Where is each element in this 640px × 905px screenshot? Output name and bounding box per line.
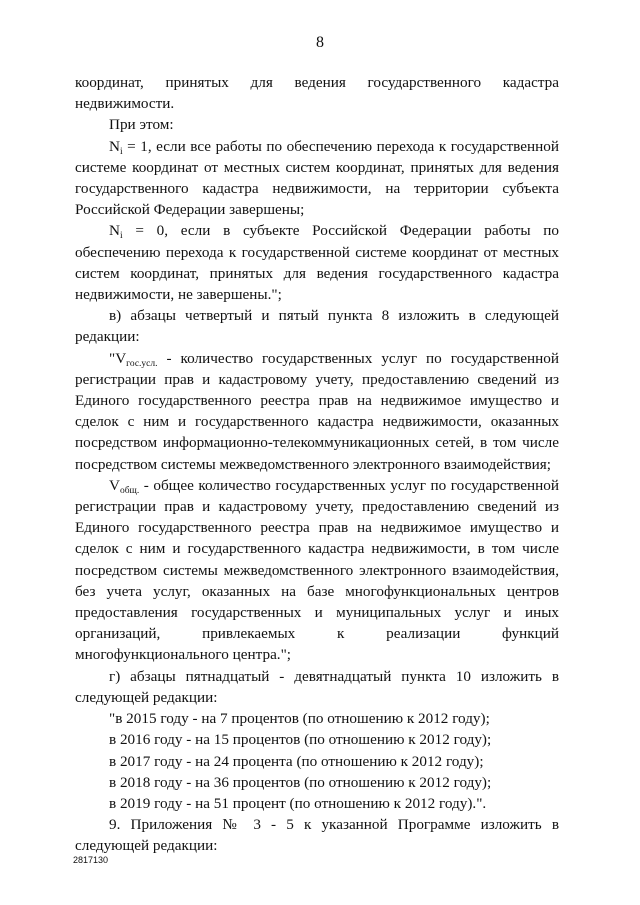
paragraph-v-obsch: $V_{общ.}$ - общее количество государственных услуг по государственной регистрации прав и кадастровому учету, предоставлению сведений из Единого государственного реестра прав на недвижимое имущество и сделок с ним и государственного кадастра недвижимости, в том числе посредством системы межведомственного электронного взаимодействия, без учета услуг, оказанных на базе многофункциональных центров предоставления государственных и муниципальных услуг и иных организаций, привлекаемых к реализации функций многофункционального центра."; [75,476,559,664]
document-code: 2817130 [73,855,109,865]
document-body [75,72,559,857]
page-number: 8 [316,34,324,51]
paragraph: 9. Приложения № 3 - 5 к указанной Программе изложить в следующей редакции: [75,816,559,855]
paragraph: При этом: [109,116,174,134]
paragraph-v-gos-usl: "$V_{гос.усл.}$ - количество государственных услуг по государственной регистрации прав и кадастровому учету, предоставлению сведений из Единого государственного реестра прав на недвижимое имущество и сделок с ним и государственного кадастра недвижимости, оказанных посредством информационно-телекоммуникационных сетей, в том числе посредством системы межведомственного электронного взаимодействия; [75,349,559,473]
paragraph-ni-0: $N_i = 0$, если в субъекте Российской Федерации работы по обеспечению перехода к государственной системе координат от местных систем координат, принятых для ведения государственного кадастра недвижимости, не завершены."; [75,222,559,304]
paragraph: координат, принятых для ведения государственного кадастра недвижимости. [75,74,559,113]
paragraph: "в 2015 году - на 7 процентов (по отношению к 2012 году); [109,710,490,728]
paragraph: в 2019 году - на 51 процент (по отношению к 2012 году).". [109,794,487,812]
paragraph: в) абзацы четвертый и пятый пункта 8 изложить в следующей редакции: [75,307,559,346]
paragraph: в 2017 году - на 24 процента (по отношению к 2012 году); [109,752,484,770]
paragraph: в 2018 году - на 36 процентов (по отношению к 2012 году); [109,773,492,791]
paragraph: в 2016 году - на 15 процентов (по отношению к 2012 году); [109,731,492,749]
paragraph: г) абзацы пятнадцатый - девятнадцатый пункта 10 изложить в следующей редакции: [75,667,559,706]
paragraph-ni-1: $N_i = 1$, если все работы по обеспечению перехода к государственной системе координат от местных систем координат, принятых для ведения государственного кадастра недвижимости, на территории субъекта Российской Федерации завершены; [75,137,559,219]
